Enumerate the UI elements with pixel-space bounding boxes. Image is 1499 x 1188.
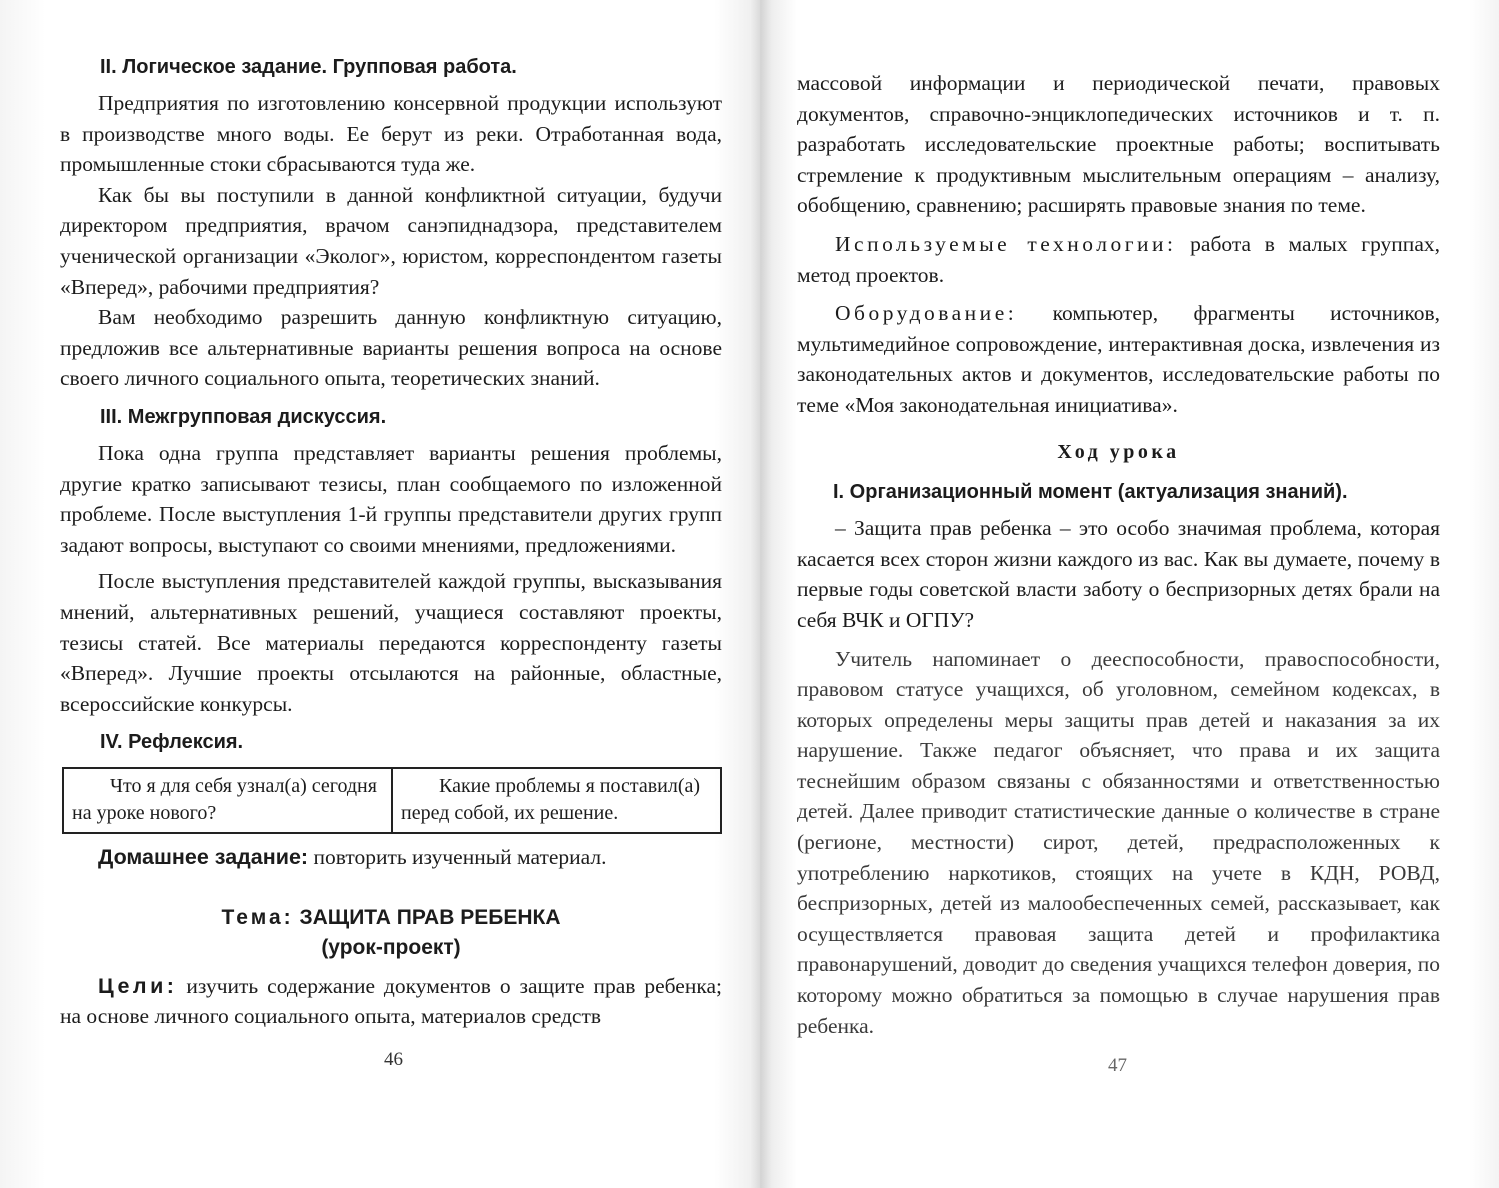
lesson-progress-heading: Ход урока — [1057, 440, 1180, 463]
topic-name: ЗАЩИТА ПРАВ РЕБЕНКА — [293, 905, 561, 929]
equipment-paragraph — [797, 298, 1440, 420]
section2-paragraph-2: Как бы вы поступили в данной конфликтной ситуации, будучи директором предприятия, врачом санэпиднадзора, представителем ученической организации «Эколог», юристом, корреспондентом газеты «Вперед», рабочими предприятия? — [60, 182, 722, 299]
section2-paragraph-1: Предприятия по изготовлению консервной продукции используют в производстве много воды. Ее берут из реки. Отработанная вода, промышленные стоки сбрасываются туда же. — [60, 91, 722, 177]
section1-paragraph-2: Учитель напоминает о дееспособности, правоспособности, правовом статусе учащихся, об уголовном, семейном кодексах, в которых определены меры защиты прав детей и наказания за их нарушение. Также педагог объясняет, что права и их защита теснейшим образом связаны с обязанностями и ответственностью детей. Далее приводит статистические данные о количестве в стране (регионе, местности) сирот, детей, предрасположенных к употреблению наркотиков, стоящих на учете в КДН, РОВД, беспризорных, детей из малообеспеченных семей, рассказывает, как осуществляется правовая защита детей и профилактика правонарушений, доводит до сведения учащихся телефон доверия, по которому можно обратиться за помощью в случае нарушения прав ребенка. — [797, 646, 1440, 1038]
goals-continued: массовой информации и периодической печати, правовых документов, справочно-энциклопедических источников и т. п. разработать исследовательские проектные работы; воспитывать стремление к продуктивным мыслительным операциям – анализу, обобщению, сравнению; расширять правовые знания по теме. — [797, 71, 1440, 218]
right-page-text — [797, 68, 1440, 1041]
reflection-cell-problems-text: Какие проблемы я поставил(а) перед собой, их решение. — [401, 775, 701, 825]
section3-paragraph-1: Пока одна группа представляет варианты решения проблемы, другие кратко записывают тезисы, план сообщаемого по изложенной проблеме. После выступления 1-й группы представители других групп задают вопросы, выступают со своими мнениями, предложениями. — [60, 440, 722, 557]
goals-paragraph — [60, 971, 722, 1032]
section3-paragraph-2: После выступления представителей каждой группы, высказывания мнений, альтернативных решений, учащиеся составляют проекты, тезисы статей. Все материалы передаются корреспонденту газеты «Вперед». Лучшие проекты отсылаются на районные, областные, всероссийские конкурсы. — [60, 569, 722, 716]
homework-text: повторить изученный материал. — [308, 845, 607, 870]
reflection-table-row — [63, 768, 721, 833]
goals-label: Цели: — [98, 973, 178, 998]
topic-title — [60, 903, 722, 933]
section2-heading: II. Логическое задание. Групповая работа. — [100, 56, 517, 78]
equipment-text: компьютер, фрагменты источников, мультимедийное сопровождение, интерактивная доска, извлечения из законодательных актов и документов, исследовательские работы по теме «Моя законодательная инициатива». — [797, 301, 1440, 417]
section3-heading: III. Межгрупповая дискуссия. — [100, 405, 387, 428]
reflection-cell-learned — [63, 768, 392, 833]
homework-label: Домашнее задание: — [98, 845, 309, 870]
page-number-left: 46 — [384, 1049, 403, 1070]
reflection-cell-problems — [392, 768, 721, 833]
reflection-cell-learned-text: Что я для себя узнал(а) сегодня на уроке нового? — [72, 775, 377, 825]
section1-paragraph-1: – Защита прав ребенка – это особо значимая проблема, которая касается всех сторон жизни каждого из вас. Как вы думаете, почему в первые годы советской власти заботу о беспризорных детях брали на себя ВЧК и ОГПУ? — [797, 516, 1440, 632]
book-gutter — [750, 0, 772, 1188]
technologies-text: работа в малых группах, метод проектов. — [797, 231, 1440, 287]
goals-text: изучить содержание документов о защите прав ребенка; на основе личного социального опыта, материалов средств — [60, 973, 722, 1029]
section1-heading: I. Организационный момент (актуализация знаний). — [833, 481, 1348, 504]
equipment-label: Оборудование: — [835, 301, 1018, 326]
homework-line — [60, 842, 722, 873]
left-page-text — [60, 52, 722, 1032]
page-number-right: 47 — [1108, 1055, 1127, 1076]
section2-paragraph-3: Вам необходимо разрешить данную конфликтную ситуацию, предложив все альтернативные варианты решения вопроса на основе своего личного социального опыта, теоретических знаний. — [60, 305, 722, 391]
section4-heading: IV. Рефлексия. — [100, 731, 244, 754]
technologies-paragraph — [797, 229, 1440, 290]
topic-subtitle: (урок-проект) — [321, 935, 461, 959]
reflection-table — [62, 767, 722, 834]
topic-lead: Тема: — [221, 905, 294, 929]
technologies-label: Используемые технологии: — [835, 231, 1177, 256]
